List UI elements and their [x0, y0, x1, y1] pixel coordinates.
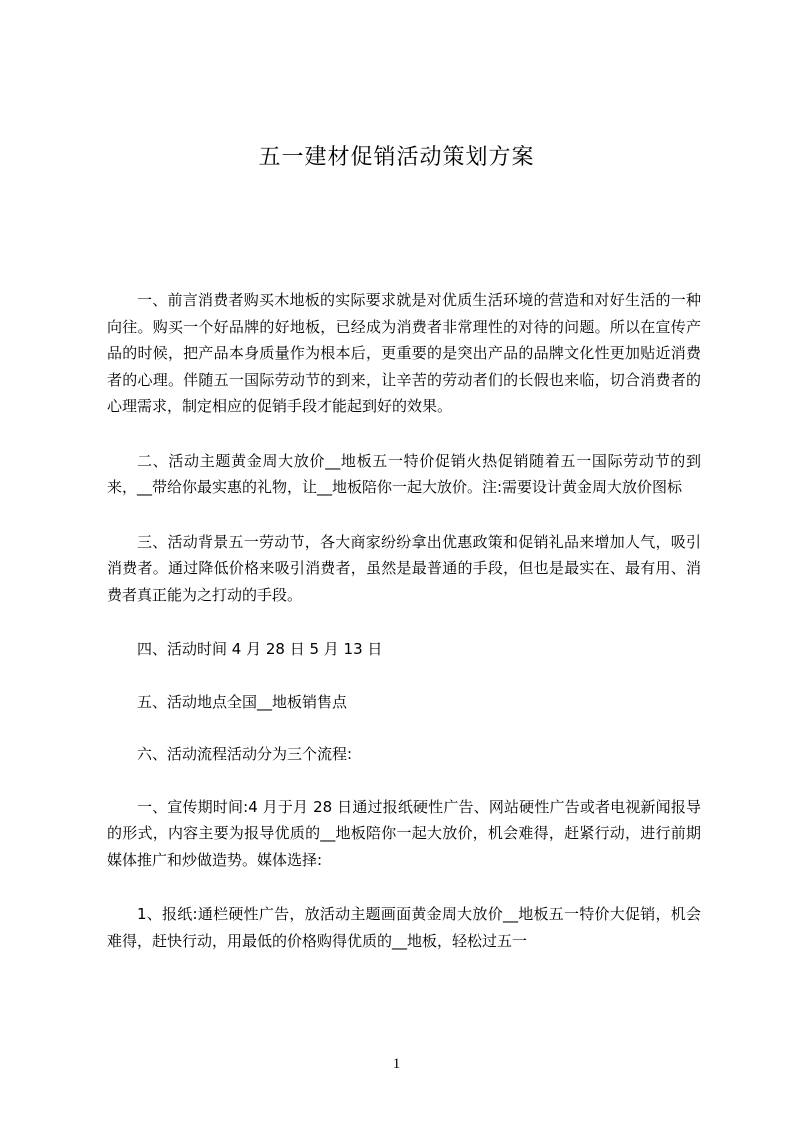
paragraph-theme: 二、活动主题黄金周大放价__地板五一特价促销火热促销随着五一国际劳动节的到来，__带给你最实惠的礼物，让__地板陪你一起大放价。注:需要设计黄金周大放价图标 [107, 451, 701, 496]
paragraph-location: 五、活动地点全国__地板销售点 [137, 692, 348, 711]
paragraph-background: 三、活动背景五一劳动节，各大商家纷纷拿出优惠政策和促销礼品来增加人气，吸引消费者。通过降低价格来吸引消费者，虽然是最普通的手段，但也是最实在、最有用、消费者真正能为之打动的手段。 [107, 532, 701, 604]
paragraph-newspaper: 1、报纸:通栏硬性广告，放活动主题画面黄金周大放价__地板五一特价大促销，机会难得，赶快行动，用最低的价格购得优质的__地板，轻松过五一 [107, 905, 701, 950]
paragraph-time: 四、活动时间 4 月 28 日 5 月 13 日 [137, 640, 383, 658]
page-number: 1 [392, 1056, 401, 1072]
document-title: 五一建材促销活动策划方案 [258, 145, 535, 170]
paragraph-promotion-period: 一、宣传期时间:4 月于月 28 日通过报纸硬性广告、网站硬性广告或者电视新闻报导的形式，内容主要为报导优质的__地板陪你一起大放价，机会难得，赶紧行动，进行前期媒体推广和炒做造势。媒体选择: [107, 797, 701, 869]
document-body [107, 287, 701, 982]
paragraph-preface: 一、前言消费者购买木地板的实际要求就是对优质生活环境的营造和对好生活的一种向往。购买一个好品牌的好地板，已经成为消费者非常理性的对待的问题。所以在宣传产品的时候，把产品本身质量作为根本后，更重要的是突出产品的品牌文化性更加贴近消费者的心理。伴随五一国际劳动节的到来，让辛苦的劳动者们的长假也来临，切合消费者的心理需求，制定相应的促销手段才能起到好的效果。 [107, 291, 701, 415]
paragraph-process: 六、活动流程活动分为三个流程: [137, 745, 353, 763]
